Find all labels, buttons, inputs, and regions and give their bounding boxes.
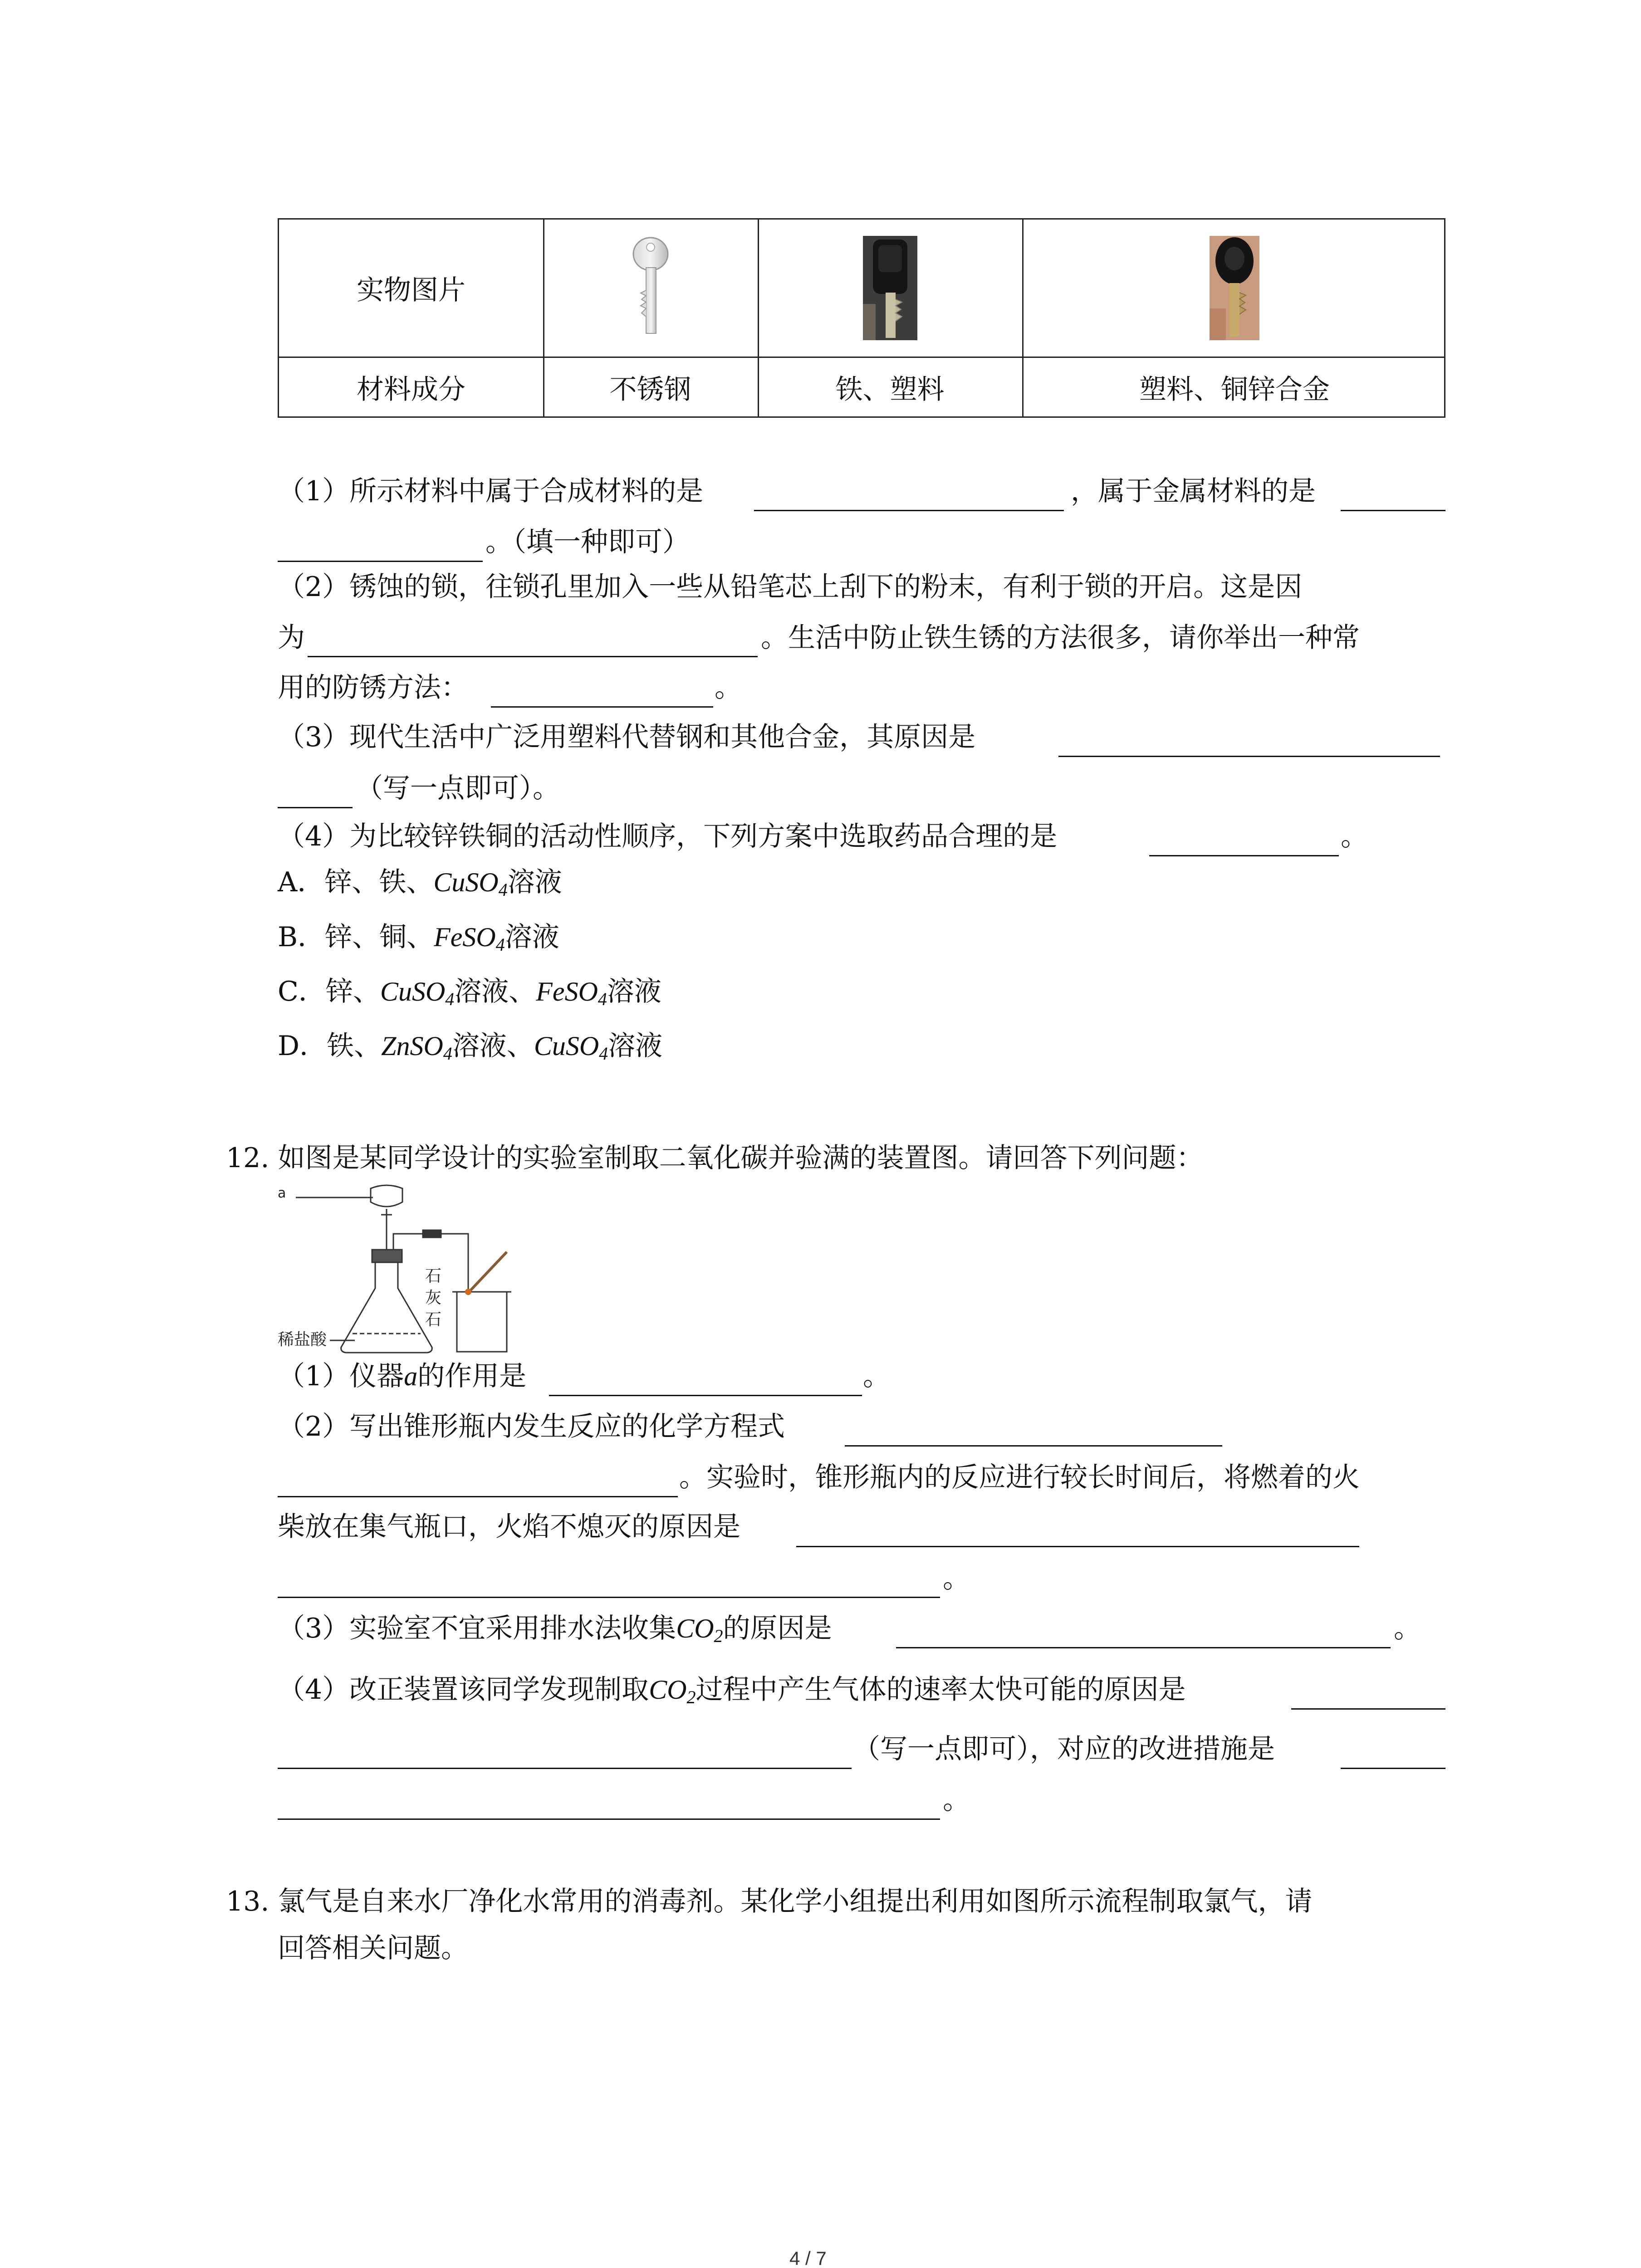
q11-part1-text: 。（填一种即可）	[485, 526, 690, 558]
q11-part2-text: 。生活中防止铁生锈的方法很多，请你举出一种常	[761, 622, 1360, 654]
q12-stem: 12. 如图是某同学设计的实验室制取二氧化碳并验满的装置图。请回答下列问题：	[226, 1142, 1204, 1174]
option-text: 溶液	[507, 866, 562, 898]
option-a[interactable]	[278, 865, 562, 907]
option-label: A．锌、铁、	[278, 866, 434, 898]
q12-part4-mid: 过程中产生气体的速率太快可能的原因是	[696, 1674, 1186, 1706]
q11-part1-text: ，属于金属材料的是	[1071, 475, 1316, 507]
subscript: 2	[686, 1687, 696, 1707]
answer-blank[interactable]	[549, 1395, 862, 1396]
formula: CuSO	[534, 1031, 599, 1061]
formula: CuSO	[380, 977, 446, 1007]
q12-part1-lead: （1）仪器	[278, 1360, 404, 1392]
answer-blank[interactable]	[278, 561, 483, 562]
q12-part2-end: 。	[943, 1563, 970, 1594]
q12-part1-mid: 的作用是	[417, 1360, 527, 1392]
formula: FeSO	[434, 922, 496, 952]
option-text: 溶液	[607, 976, 661, 1007]
label-limestone: 灰	[425, 1289, 442, 1307]
iron-plastic-key-photo	[758, 220, 1022, 357]
subscript: 4	[495, 934, 505, 955]
answer-blank[interactable]	[845, 1445, 1222, 1447]
material-cell: 不锈钢	[609, 373, 691, 406]
table-header-material: 材料成分	[357, 373, 465, 406]
subscript: 4	[599, 1043, 608, 1064]
option-b[interactable]	[278, 920, 559, 962]
subscript: 4	[498, 880, 508, 900]
q12-part3-end: 。	[1394, 1613, 1421, 1644]
answer-blank[interactable]	[754, 510, 1064, 511]
answer-blank[interactable]	[491, 706, 713, 708]
formula: CO	[649, 1675, 687, 1705]
q11-part2-text: 用的防锈方法：	[278, 672, 468, 704]
subscript: 4	[443, 1043, 452, 1064]
answer-blank[interactable]	[278, 1818, 940, 1820]
label-acid: 稀盐酸	[278, 1330, 327, 1349]
q11-part3-text: （3）现代生活中广泛用塑料代替钢和其他合金，其原因是	[278, 721, 976, 753]
answer-blank[interactable]	[1341, 1768, 1445, 1769]
co2-apparatus-diagram	[278, 1184, 532, 1361]
q13-stem: 回答相关问题。	[278, 1932, 468, 1964]
formula: CuSO	[433, 867, 499, 897]
subscript: 4	[445, 989, 455, 1009]
materials-table	[278, 218, 1445, 418]
q12-part2-text: 。实验时，锥形瓶内的反应进行较长时间后，将燃着的火	[679, 1461, 1360, 1493]
option-text: 溶液	[505, 921, 559, 953]
answer-blank[interactable]	[278, 1496, 678, 1497]
answer-blank[interactable]	[896, 1647, 1391, 1648]
q11-part2-text: 。	[715, 672, 742, 704]
option-d[interactable]	[278, 1029, 662, 1071]
material-cell: 铁、塑料	[835, 373, 945, 406]
label-a: a	[278, 1185, 286, 1201]
subscript: 4	[598, 989, 607, 1009]
option-text: 溶液、	[454, 976, 536, 1007]
stainless-steel-key-photo	[543, 220, 758, 357]
plastic-copper-zinc-key-photo	[1022, 220, 1447, 357]
q12-part4-end: 。	[943, 1784, 970, 1816]
answer-blank[interactable]	[796, 1546, 1359, 1547]
material-cell: 塑料、铜锌合金	[1139, 373, 1330, 406]
page-number: 4 / 7	[789, 2248, 827, 2268]
q12-part4-text	[278, 1672, 1186, 1715]
formula: ZnSO	[381, 1031, 443, 1061]
q12-part3-lead: （3）实验室不宜采用排水法收集	[278, 1613, 676, 1644]
q13-stem: 13. 氯气是自来水厂净化水常用的消毒剂。某化学小组提出利用如图所示流程制取氯气，请	[226, 1886, 1313, 1917]
option-text: 溶液、	[452, 1030, 534, 1062]
q11-part4-text: 。	[1341, 821, 1368, 852]
q12-part4-text: （写一点即可），对应的改进措施是	[853, 1733, 1275, 1765]
q11-part2-text: （2）锈蚀的锁，往锁孔里加入一些从铅笔芯上刮下的粉末，有利于锁的开启。这是因	[278, 571, 1303, 603]
option-c[interactable]	[278, 974, 661, 1017]
q12-part2-text: （2）写出锥形瓶内发生反应的化学方程式	[278, 1411, 785, 1442]
q12-part4-lead: （4）改正装置该同学发现制取	[278, 1674, 649, 1706]
q11-part1-text: （1）所示材料中属于合成材料的是	[278, 475, 704, 507]
answer-blank[interactable]	[1341, 510, 1445, 511]
answer-blank[interactable]	[308, 656, 758, 657]
option-label: C．锌、	[278, 976, 380, 1007]
q12-part1-end: 。	[863, 1360, 890, 1392]
option-label: D．铁、	[278, 1030, 382, 1062]
q12-part3-mid: 的原因是	[723, 1613, 832, 1644]
table-header-photo: 实物图片	[357, 274, 465, 306]
q12-part3-text	[278, 1611, 832, 1653]
q11-part3-text: （写一点即可）。	[356, 772, 560, 804]
subscript: 2	[714, 1626, 723, 1646]
formula: FeSO	[536, 977, 598, 1007]
label-limestone: 石	[425, 1267, 442, 1286]
variable-a: a	[404, 1361, 418, 1391]
q12-part1-text	[278, 1359, 526, 1393]
label-limestone: 石	[425, 1310, 442, 1329]
answer-blank[interactable]	[1291, 1708, 1445, 1710]
answer-blank[interactable]	[278, 1597, 940, 1598]
formula: CO	[676, 1613, 714, 1643]
option-label: B．锌、铜、	[278, 921, 434, 953]
option-text: 溶液	[608, 1030, 663, 1062]
q11-part2-text: 为	[278, 622, 305, 654]
answer-blank[interactable]	[1149, 855, 1339, 856]
answer-blank[interactable]	[278, 1768, 852, 1769]
q12-part2-text: 柴放在集气瓶口，火焰不熄灭的原因是	[278, 1511, 740, 1543]
answer-blank[interactable]	[1058, 756, 1440, 757]
answer-blank[interactable]	[278, 807, 353, 808]
q11-part4-text: （4）为比较锌铁铜的活动性顺序，下列方案中选取药品合理的是	[278, 821, 1058, 852]
